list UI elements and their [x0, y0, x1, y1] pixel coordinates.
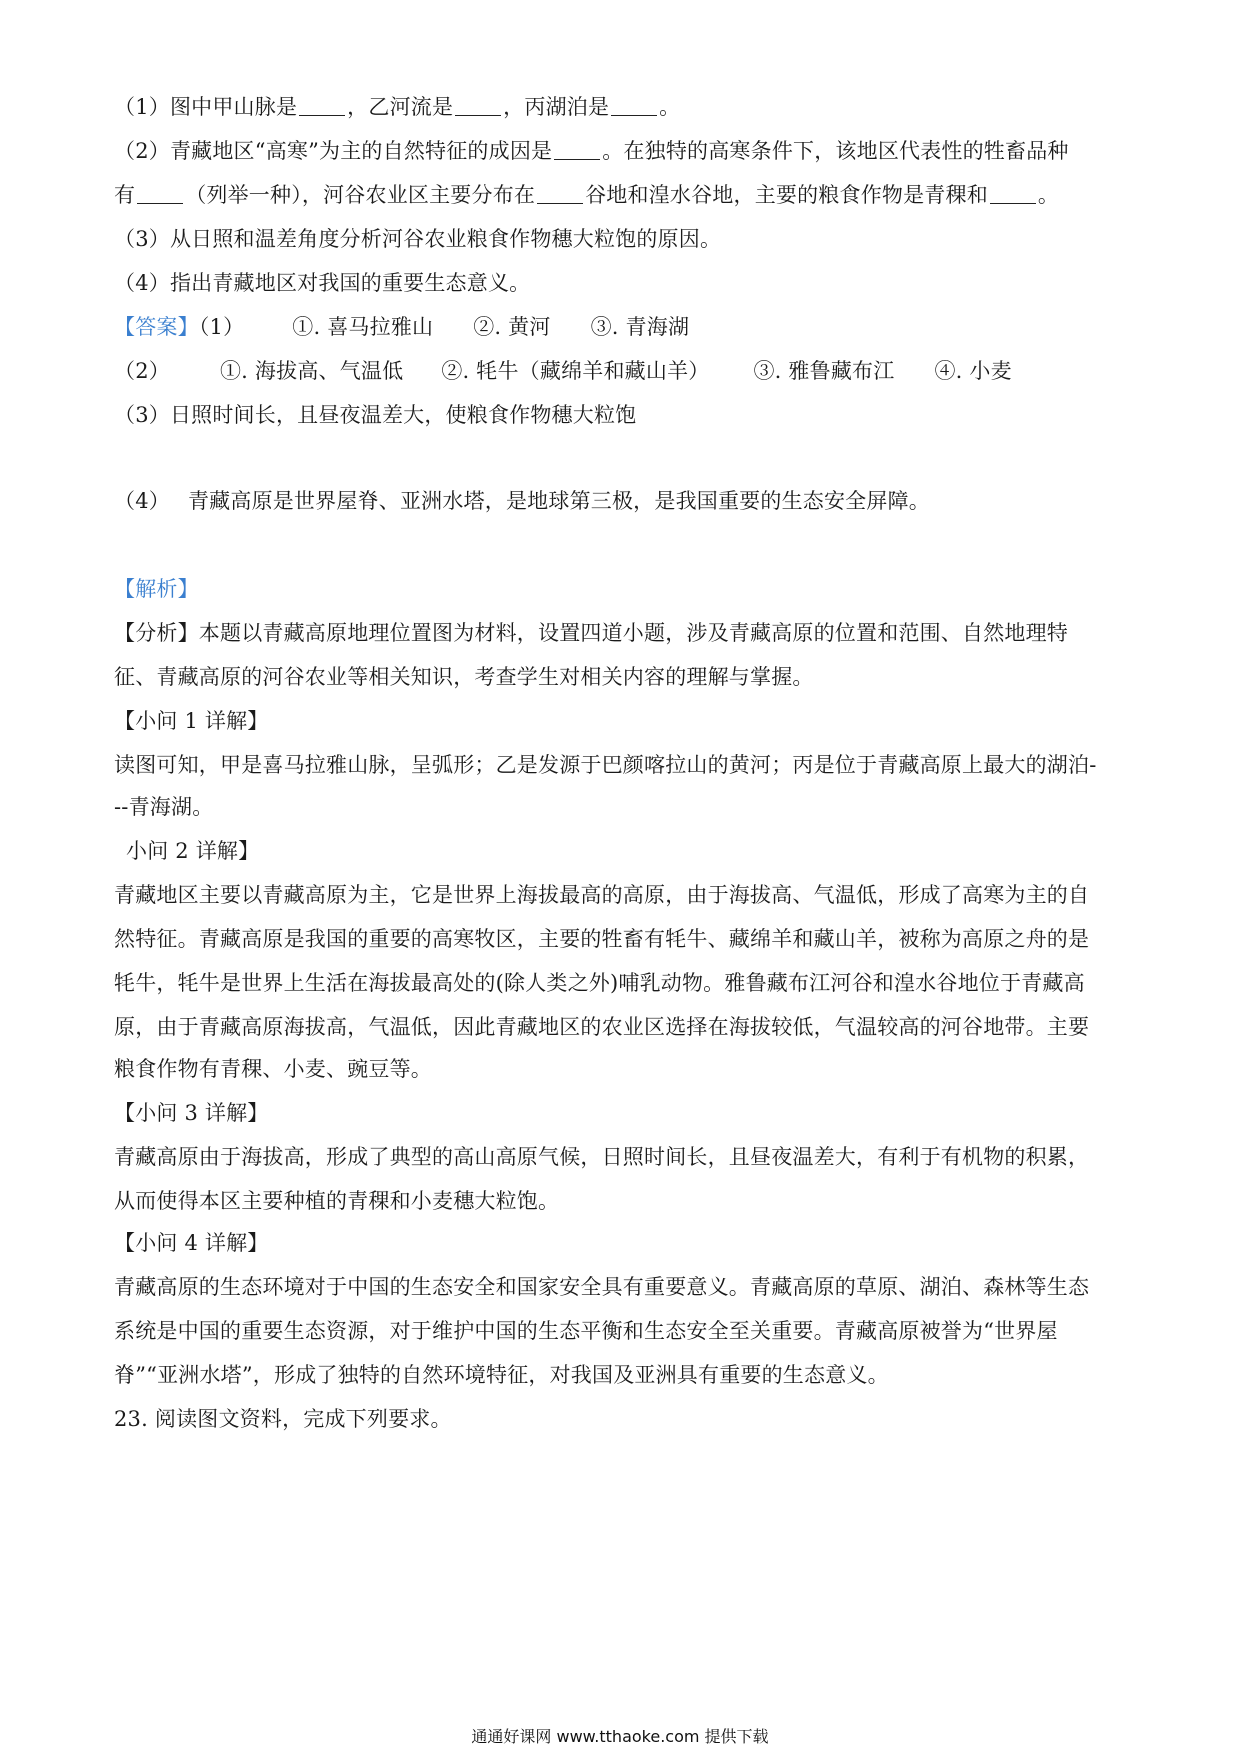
question-text: 。在独特的高寒条件下，该地区代表性的牲畜品种 — [602, 139, 1069, 163]
question-1 — [114, 92, 1130, 122]
question-4: （4）指出青藏地区对我国的重要生态意义。 — [114, 271, 531, 295]
subquestion-1-text: 读图可知，甲是喜马拉雅山脉，呈弧形；乙是发源于巴颜喀拉山的黄河；丙是位于青藏高原上最大的湖泊- — [114, 753, 1097, 777]
question-text: 。 — [1037, 183, 1060, 207]
subquestion-3-text: 青藏高原由于海拔高，形成了典型的高山高原气候，日照时间长，且昼夜温差大，有利于有机物的积累， — [114, 1145, 1090, 1169]
answer-number: （2） — [114, 359, 170, 383]
question-text: ，丙湖泊是 — [503, 95, 610, 119]
question-2-line-2 — [114, 180, 1130, 210]
subquestion-2-text: 青藏地区主要以青藏高原为主，它是世界上海拔最高的高原，由于海拔高、气温低，形成了高寒为主的自 — [114, 883, 1090, 907]
answer-item: ③. 雅鲁藏布江 — [753, 359, 895, 383]
answer-item: ③. 青海湖 — [590, 315, 690, 339]
subquestion-4-text: 青藏高原的生态环境对于中国的生态安全和国家安全具有重要意义。青藏高原的草原、湖泊、森林等生态 — [114, 1275, 1090, 1299]
answer-item: ②. 黄河 — [473, 315, 551, 339]
answer-number: （4） — [114, 489, 170, 513]
question-text: 。 — [659, 95, 681, 119]
subquestion-4-text: 系统是中国的重要生态资源，对于维护中国的生态平衡和生态安全至关重要。青藏高原被誉为“世界屋 — [114, 1319, 1058, 1343]
answer-number: （1） — [198, 315, 245, 339]
next-question: 23. 阅读图文资料，完成下列要求。 — [114, 1407, 452, 1431]
question-text: 有 — [114, 183, 136, 207]
answer-4 — [114, 486, 1130, 516]
answer-item: ①. 喜马拉雅山 — [292, 315, 434, 339]
question-text: ，乙河流是 — [347, 95, 454, 119]
analysis-label: 【解析】 — [114, 577, 199, 601]
page-footer: 通通好课网 www.tthaoke.com 提供下载 — [471, 1727, 769, 1746]
answer-item: ①. 海拔高、气温低 — [219, 359, 404, 383]
subquestion-1-text: --青海湖。 — [114, 795, 214, 819]
answer-blank — [990, 183, 1036, 204]
answer-blank — [455, 95, 501, 116]
answer-item: ④. 小麦 — [934, 359, 1012, 383]
subquestion-2-text: 牦牛，牦牛是世界上生活在海拔最高处的(除人类之外)哺乳动物。雅鲁藏布江河谷和湟水谷地位于青藏高 — [114, 971, 1085, 995]
question-3: （3）从日照和温差角度分析河谷农业粮食作物穗大粒饱的原因。 — [114, 227, 722, 251]
question-text: （1）图中甲山脉是 — [114, 95, 298, 119]
answer-item: ②. 牦牛（藏绵羊和藏山羊） — [441, 359, 710, 383]
subquestion-3-heading: 【小问 3 详解】 — [114, 1101, 269, 1125]
subquestion-2-heading: 小问 2 详解】 — [126, 839, 260, 863]
answer-label: 【答案】 — [114, 315, 199, 339]
question-text: （列举一种），河谷农业区主要分布在 — [185, 183, 536, 207]
answer-text: 青藏高原是世界屋脊、亚洲水塔，是地球第三极，是我国重要的生态安全屏障。 — [187, 489, 930, 513]
question-text: （2）青藏地区“高寒”为主的自然特征的成因是 — [114, 139, 553, 163]
subquestion-2-text: 粮食作物有青稞、小麦、豌豆等。 — [114, 1057, 432, 1081]
answer-3: （3）日照时间长，且昼夜温差大，使粮食作物穗大粒饱 — [114, 403, 637, 427]
answer-blank — [537, 183, 583, 204]
analysis-summary-line: 征、青藏高原的河谷农业等相关知识，考查学生对相关内容的理解与掌握。 — [114, 665, 814, 689]
subquestion-4-text: 脊”“亚洲水塔”，形成了独特的自然环境特征，对我国及亚洲具有重要的生态意义。 — [114, 1363, 889, 1387]
subquestion-4-heading: 【小问 4 详解】 — [114, 1231, 269, 1255]
answer-1 — [114, 312, 1130, 342]
answer-blank — [137, 183, 183, 204]
question-2-line-1 — [114, 136, 1130, 166]
answer-blank — [299, 95, 345, 116]
answer-blank — [611, 95, 657, 116]
answer-blank — [554, 139, 600, 160]
subquestion-2-text: 原，由于青藏高原海拔高，气温低，因此青藏地区的农业区选择在海拔较低，气温较高的河谷地带。主要 — [114, 1015, 1090, 1039]
answer-2 — [114, 356, 1130, 386]
question-text: 谷地和湟水谷地，主要的粮食作物是青稞和 — [585, 183, 988, 207]
subquestion-2-text: 然特征。青藏高原是我国的重要的高寒牧区，主要的牲畜有牦牛、藏绵羊和藏山羊，被称为高原之舟的是 — [114, 927, 1090, 951]
subquestion-1-heading: 【小问 1 详解】 — [114, 709, 269, 733]
subquestion-3-text: 从而使得本区主要种植的青稞和小麦穗大粒饱。 — [114, 1189, 560, 1213]
analysis-summary-line: 【分析】本题以青藏高原地理位置图为材料，设置四道小题，涉及青藏高原的位置和范围、自然地理特 — [114, 621, 1068, 645]
